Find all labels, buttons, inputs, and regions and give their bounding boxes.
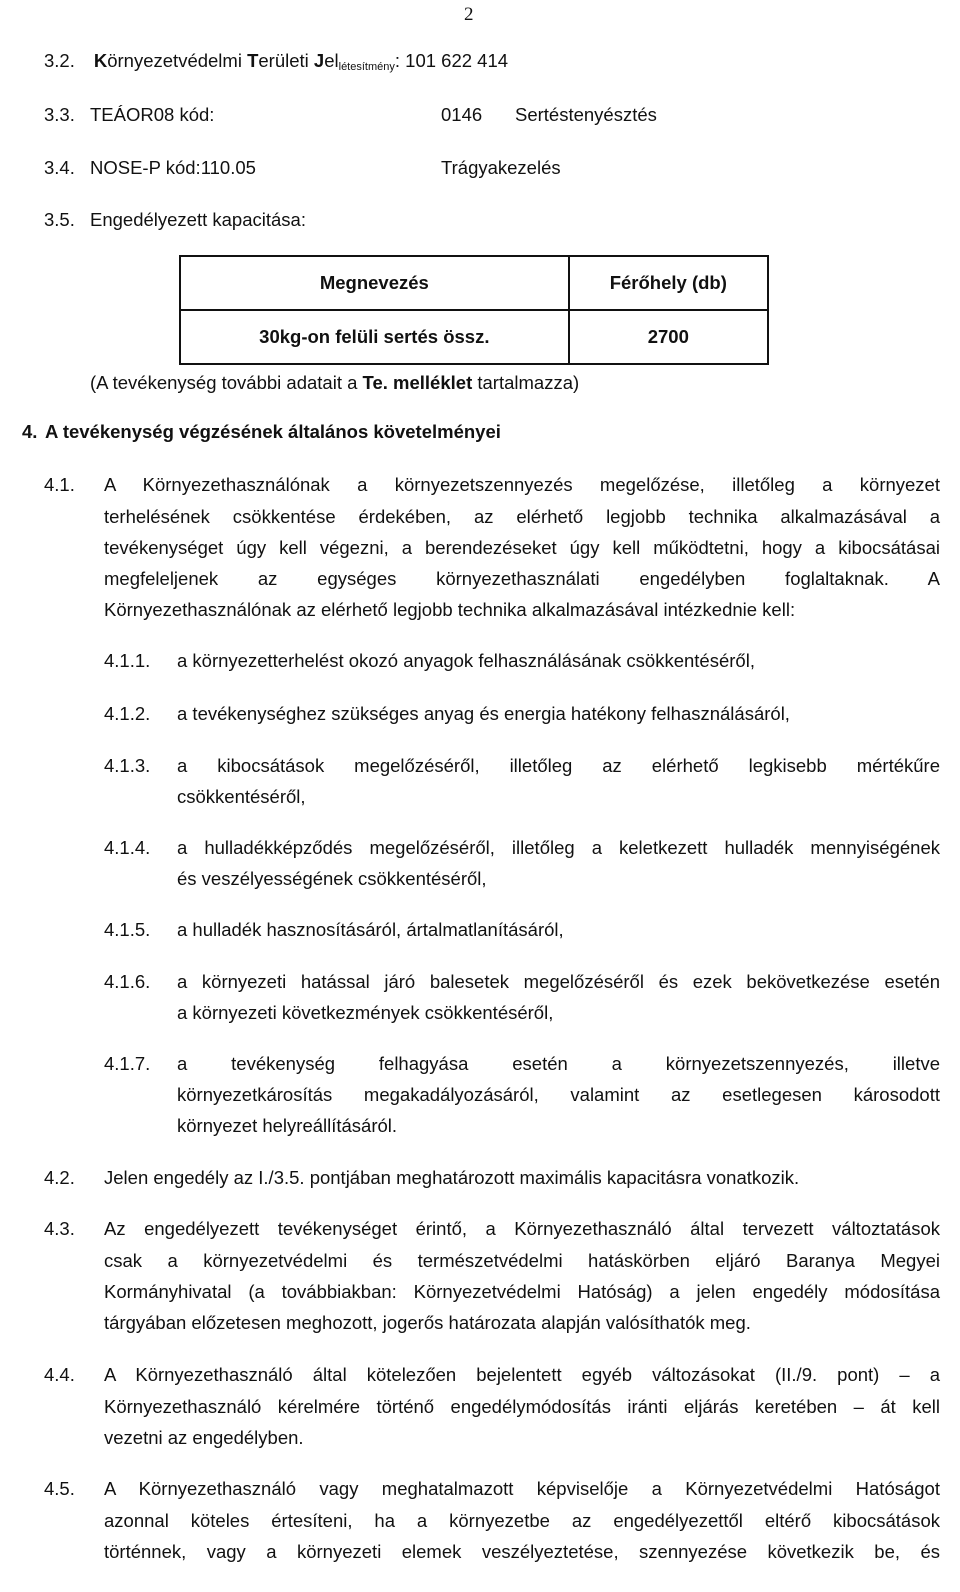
subitem-line: csökkentéséről, bbox=[177, 786, 306, 807]
annex-note bbox=[90, 372, 579, 394]
subitem-line: a hulladékképződés megelőzéséről, illetőleg a keletkezett hulladék mennyiségének bbox=[177, 837, 940, 858]
label-text: el bbox=[324, 50, 339, 71]
note-text: tartalmazza) bbox=[472, 372, 580, 393]
subitem-line: környezetkárosítás megakadályozásáról, valamint az esetlegesen károsodott bbox=[177, 1084, 940, 1105]
table-header-row bbox=[180, 256, 768, 310]
subitem-number: 4.1.5. bbox=[104, 919, 151, 940]
item-3-3-number: 3.3. bbox=[44, 104, 75, 125]
item-3-4-number: 3.4. bbox=[44, 157, 75, 178]
subitem-line: a környezetterhelést okozó anyagok felhasználásának csökkentéséről, bbox=[177, 650, 755, 671]
label-text: erületi bbox=[258, 50, 314, 71]
subitem-number: 4.1.4. bbox=[104, 837, 151, 858]
table-cell: 30kg-on felüli sertés össz. bbox=[180, 310, 569, 364]
paragraph-line: történnek, vagy a környezeti elemek veszélyeztetése, szennyezése következik be, és bbox=[104, 1541, 940, 1562]
item-3-3-desc: Sertéstenyésztés bbox=[515, 104, 657, 125]
table-row bbox=[180, 310, 768, 364]
subitem-line: a tevékenységhez szükséges anyag és energia hatékony felhasználásáról, bbox=[177, 703, 790, 724]
item-3-5-label: Engedélyezett kapacitása: bbox=[90, 209, 306, 230]
label-text: örnyezetvédelmi bbox=[107, 50, 248, 71]
subitem-line: a hulladék hasznosításáról, ártalmatlanításáról, bbox=[177, 919, 564, 940]
label-initial: T bbox=[247, 50, 259, 71]
note-text: (A tevékenység további adatait a bbox=[90, 372, 363, 393]
note-annex-ref: Te. melléklet bbox=[362, 372, 473, 393]
subitem-line: és veszélyességének csökkentéséről, bbox=[177, 868, 487, 889]
paragraph-line: Környezethasználónak az elérhető legjobb technika alkalmazásával intézkednie kell: bbox=[104, 599, 796, 620]
subitem-line: a tevékenység felhagyása esetén a környezetszennyezés, illetve bbox=[177, 1053, 940, 1074]
paragraph-number: 4.5. bbox=[44, 1478, 75, 1499]
paragraph-line: csak a környezetvédelmi és természetvédelmi hatáskörben eljáró Baranya Megyei bbox=[104, 1250, 940, 1271]
paragraph-line: Jelen engedély az I./3.5. pontjában meghatározott maximális kapacitásra vonatkozik. bbox=[104, 1167, 800, 1188]
paragraph-line: azonnal köteles értesíteni, ha a környezetbe az engedélyezettől eltérő kibocsátások bbox=[104, 1510, 940, 1531]
item-value: : 101 622 414 bbox=[394, 50, 509, 71]
paragraph-number: 4.3. bbox=[44, 1218, 75, 1239]
subitem-line: a környezeti hatással járó balesetek megelőzéséről és ezek bekövetkezése esetén bbox=[177, 971, 940, 992]
subitem-line: a kibocsátások megelőzéséről, illetőleg az elérhető legkisebb mértékűre bbox=[177, 755, 940, 776]
paragraph-line: A Környezethasználónak a környezetszennyezés megelőzése, illetőleg a környezet bbox=[104, 474, 940, 495]
page-number: 2 bbox=[464, 4, 474, 25]
paragraph-line: megfeleljenek az egységes környezethasználati engedélyben foglaltaknak. A bbox=[104, 568, 940, 589]
table-cell: 2700 bbox=[569, 310, 768, 364]
paragraph-number: 4.1. bbox=[44, 474, 75, 495]
paragraph-number: 4.2. bbox=[44, 1167, 75, 1188]
paragraph-line: A Környezethasználó által kötelezően bejelentett egyéb változásokat (II./9. pont) – a bbox=[104, 1364, 940, 1385]
table-header-cell: Férőhely (db) bbox=[569, 256, 768, 310]
label-subscript: létesítmény bbox=[338, 61, 395, 73]
item-3-2 bbox=[44, 50, 508, 78]
subitem-line: környezet helyreállításáról. bbox=[177, 1115, 398, 1136]
paragraph-line: vezetni az engedélyben. bbox=[104, 1427, 304, 1448]
subitem-number: 4.1.7. bbox=[104, 1053, 151, 1074]
item-3-4-desc: Trágyakezelés bbox=[441, 157, 561, 178]
subitem-number: 4.1.1. bbox=[104, 650, 151, 671]
label-initial: J bbox=[313, 50, 325, 71]
paragraph-line: Az engedélyezett tevékenységet érintő, a Környezethasználó által tervezett változtatások bbox=[104, 1218, 940, 1239]
section-heading-number: 4. bbox=[22, 421, 38, 442]
section-heading-title: A tevékenység végzésének általános követelményei bbox=[45, 421, 501, 442]
item-3-3-code: 0146 bbox=[441, 104, 483, 125]
subitem-number: 4.1.2. bbox=[104, 703, 151, 724]
subitem-line: a környezeti következmények csökkentéséről, bbox=[177, 1002, 554, 1023]
capacity-table bbox=[179, 255, 769, 365]
paragraph-line: tevékenységet úgy kell végezni, a berendezéseket úgy kell működtetni, hogy a kibocsátásai bbox=[104, 537, 940, 558]
label-initial: K bbox=[93, 50, 108, 71]
paragraph-line: A Környezethasználó vagy meghatalmazott képviselője a Környezetvédelmi Hatóságot bbox=[104, 1478, 940, 1499]
item-3-3-label: TEÁOR08 kód: bbox=[90, 104, 215, 125]
paragraph-line: Kormányhivatal (a továbbiakban: Környezetvédelmi Hatóság) a jelen engedély módosítása bbox=[104, 1281, 940, 1302]
item-3-4-label: NOSE-P kód:110.05 bbox=[90, 157, 256, 178]
paragraph-number: 4.4. bbox=[44, 1364, 75, 1385]
item-number: 3.2. bbox=[44, 50, 75, 71]
paragraph-line: tárgyában előzetesen meghozott, jogerős határozata alapján valósíthatók meg. bbox=[104, 1312, 751, 1333]
table-header-cell: Megnevezés bbox=[180, 256, 569, 310]
subitem-number: 4.1.3. bbox=[104, 755, 151, 776]
subitem-number: 4.1.6. bbox=[104, 971, 151, 992]
paragraph-line: Környezethasználó kérelmére történő engedélymódosítás iránti eljárás keretében – át kell bbox=[104, 1396, 940, 1417]
item-3-5-number: 3.5. bbox=[44, 209, 75, 230]
paragraph-line: terhelésének csökkentése érdekében, az elérhető legjobb technika alkalmazásával a bbox=[104, 506, 940, 527]
